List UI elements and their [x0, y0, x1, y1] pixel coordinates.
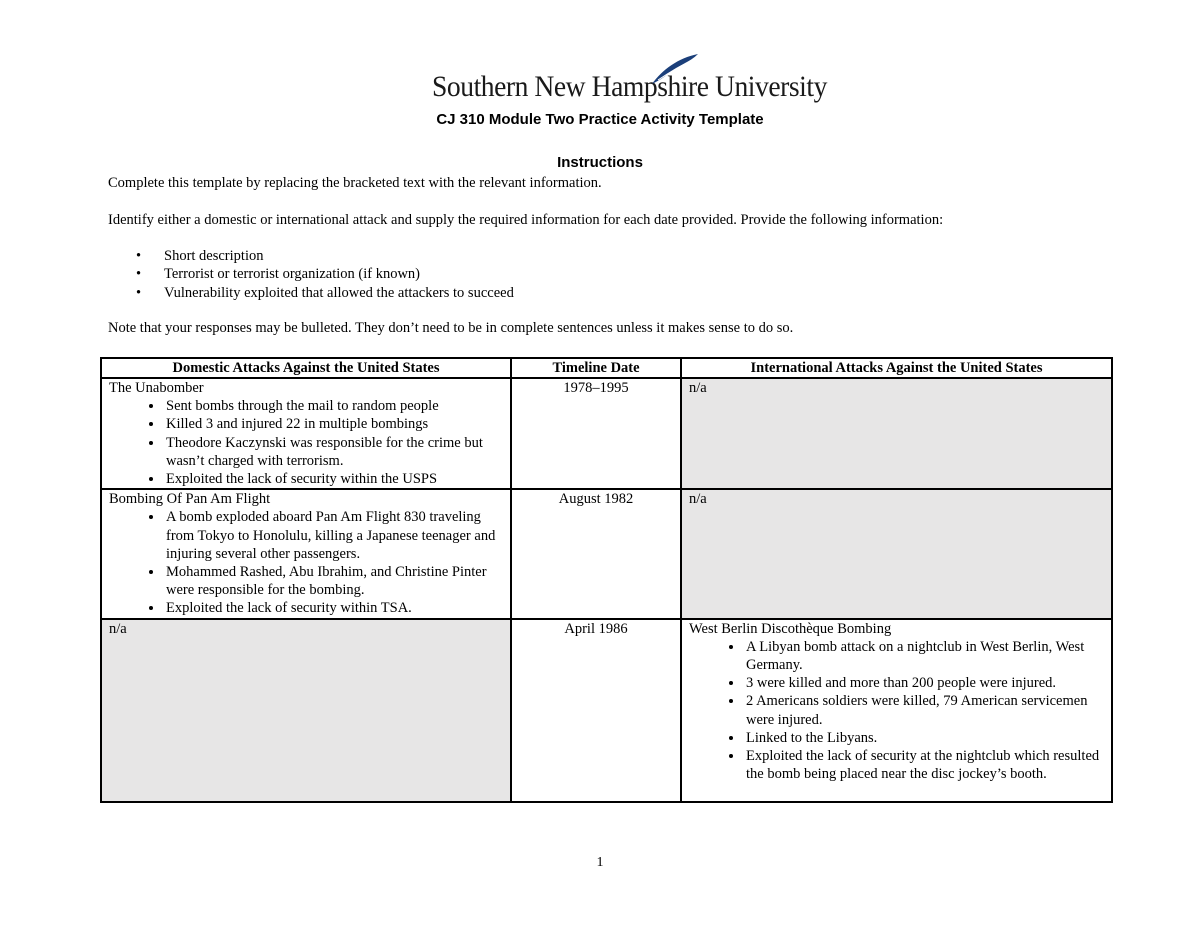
attack-details-list: [109, 508, 503, 617]
leaf-icon: [648, 52, 700, 86]
required-info-list: [108, 247, 514, 302]
list-item: • 2 Americans soldiers were killed, 79 American servicemen were injured.: [744, 692, 1104, 728]
domestic-cell: [101, 619, 511, 802]
column-header-domestic: Domestic Attacks Against the United States: [101, 358, 511, 378]
page-number: 1: [596, 855, 604, 870]
international-cell: [681, 619, 1112, 802]
column-header-international: International Attacks Against the United States: [681, 358, 1112, 378]
international-cell: [681, 489, 1112, 618]
list-item: • Exploited the lack of security at the nightclub which resulted the bomb being placed near the disc jockey’s booth.: [744, 747, 1104, 783]
table-row: [101, 378, 1112, 489]
table-row: [101, 489, 1112, 618]
attack-title: n/a: [109, 620, 127, 637]
table-row: [101, 619, 1112, 802]
list-item: • A Libyan bomb attack on a nightclub in West Berlin, West Germany.: [744, 638, 1104, 674]
timeline-date: August 1982: [511, 489, 681, 618]
instructions-line-2: Identify either a domestic or international attack and supply the required information for each date provided. Provide the following information:: [108, 212, 944, 228]
attack-title: Bombing Of Pan Am Flight: [109, 491, 271, 508]
international-cell: [681, 378, 1112, 489]
domestic-cell: [101, 378, 511, 489]
university-name: Southern New Hampshire University: [432, 70, 827, 103]
attack-title: The Unabomber: [109, 380, 204, 396]
list-item: • Killed 3 and injured 22 in multiple bombings: [164, 415, 503, 433]
list-item: • 3 were killed and more than 200 people were injured.: [744, 674, 1104, 692]
list-item: • Theodore Kaczynski was responsible for the crime but wasn’t charged with terrorism.: [164, 434, 503, 470]
university-logo: [432, 52, 827, 104]
document-title: CJ 310 Module Two Practice Activity Template: [436, 111, 764, 128]
list-item: • Exploited the lack of security within TSA.: [164, 599, 503, 617]
attack-details-list: [689, 638, 1104, 784]
list-item: • Sent bombs through the mail to random people: [164, 397, 503, 415]
instructions-note: Note that your responses may be bulleted. They don’t need to be in complete sentences unless it makes sense to do so.: [108, 320, 794, 336]
timeline-date: 1978–1995: [511, 378, 681, 489]
list-item: • Exploited the lack of security within the USPS: [164, 470, 503, 488]
list-item: • Terrorist or terrorist organization (if known): [136, 266, 421, 283]
column-header-date: Timeline Date: [511, 358, 681, 378]
attacks-table: [100, 357, 1113, 803]
attack-title: West Berlin Discothèque Bombing: [689, 620, 892, 637]
domestic-cell: [101, 489, 511, 618]
timeline-date: April 1986: [511, 619, 681, 802]
attack-details-list: [109, 397, 503, 488]
attack-title: n/a: [689, 380, 707, 396]
list-item: • Short description: [136, 248, 264, 264]
list-item: • Mohammed Rashed, Abu Ibrahim, and Christine Pinter were responsible for the bombing.: [164, 563, 503, 599]
list-item: • Vulnerability exploited that allowed the attackers to succeed: [136, 284, 514, 301]
table-header-row: [101, 358, 1112, 378]
instructions-line-1: Complete this template by replacing the bracketed text with the relevant information.: [108, 175, 602, 191]
attack-title: n/a: [689, 491, 707, 508]
list-item: • A bomb exploded aboard Pan Am Flight 830 traveling from Tokyo to Honolulu, killing a Japanese teenager and injuring several other passengers.: [164, 508, 503, 563]
instructions-heading: Instructions: [557, 154, 643, 171]
list-item: • Linked to the Libyans.: [744, 729, 1104, 747]
